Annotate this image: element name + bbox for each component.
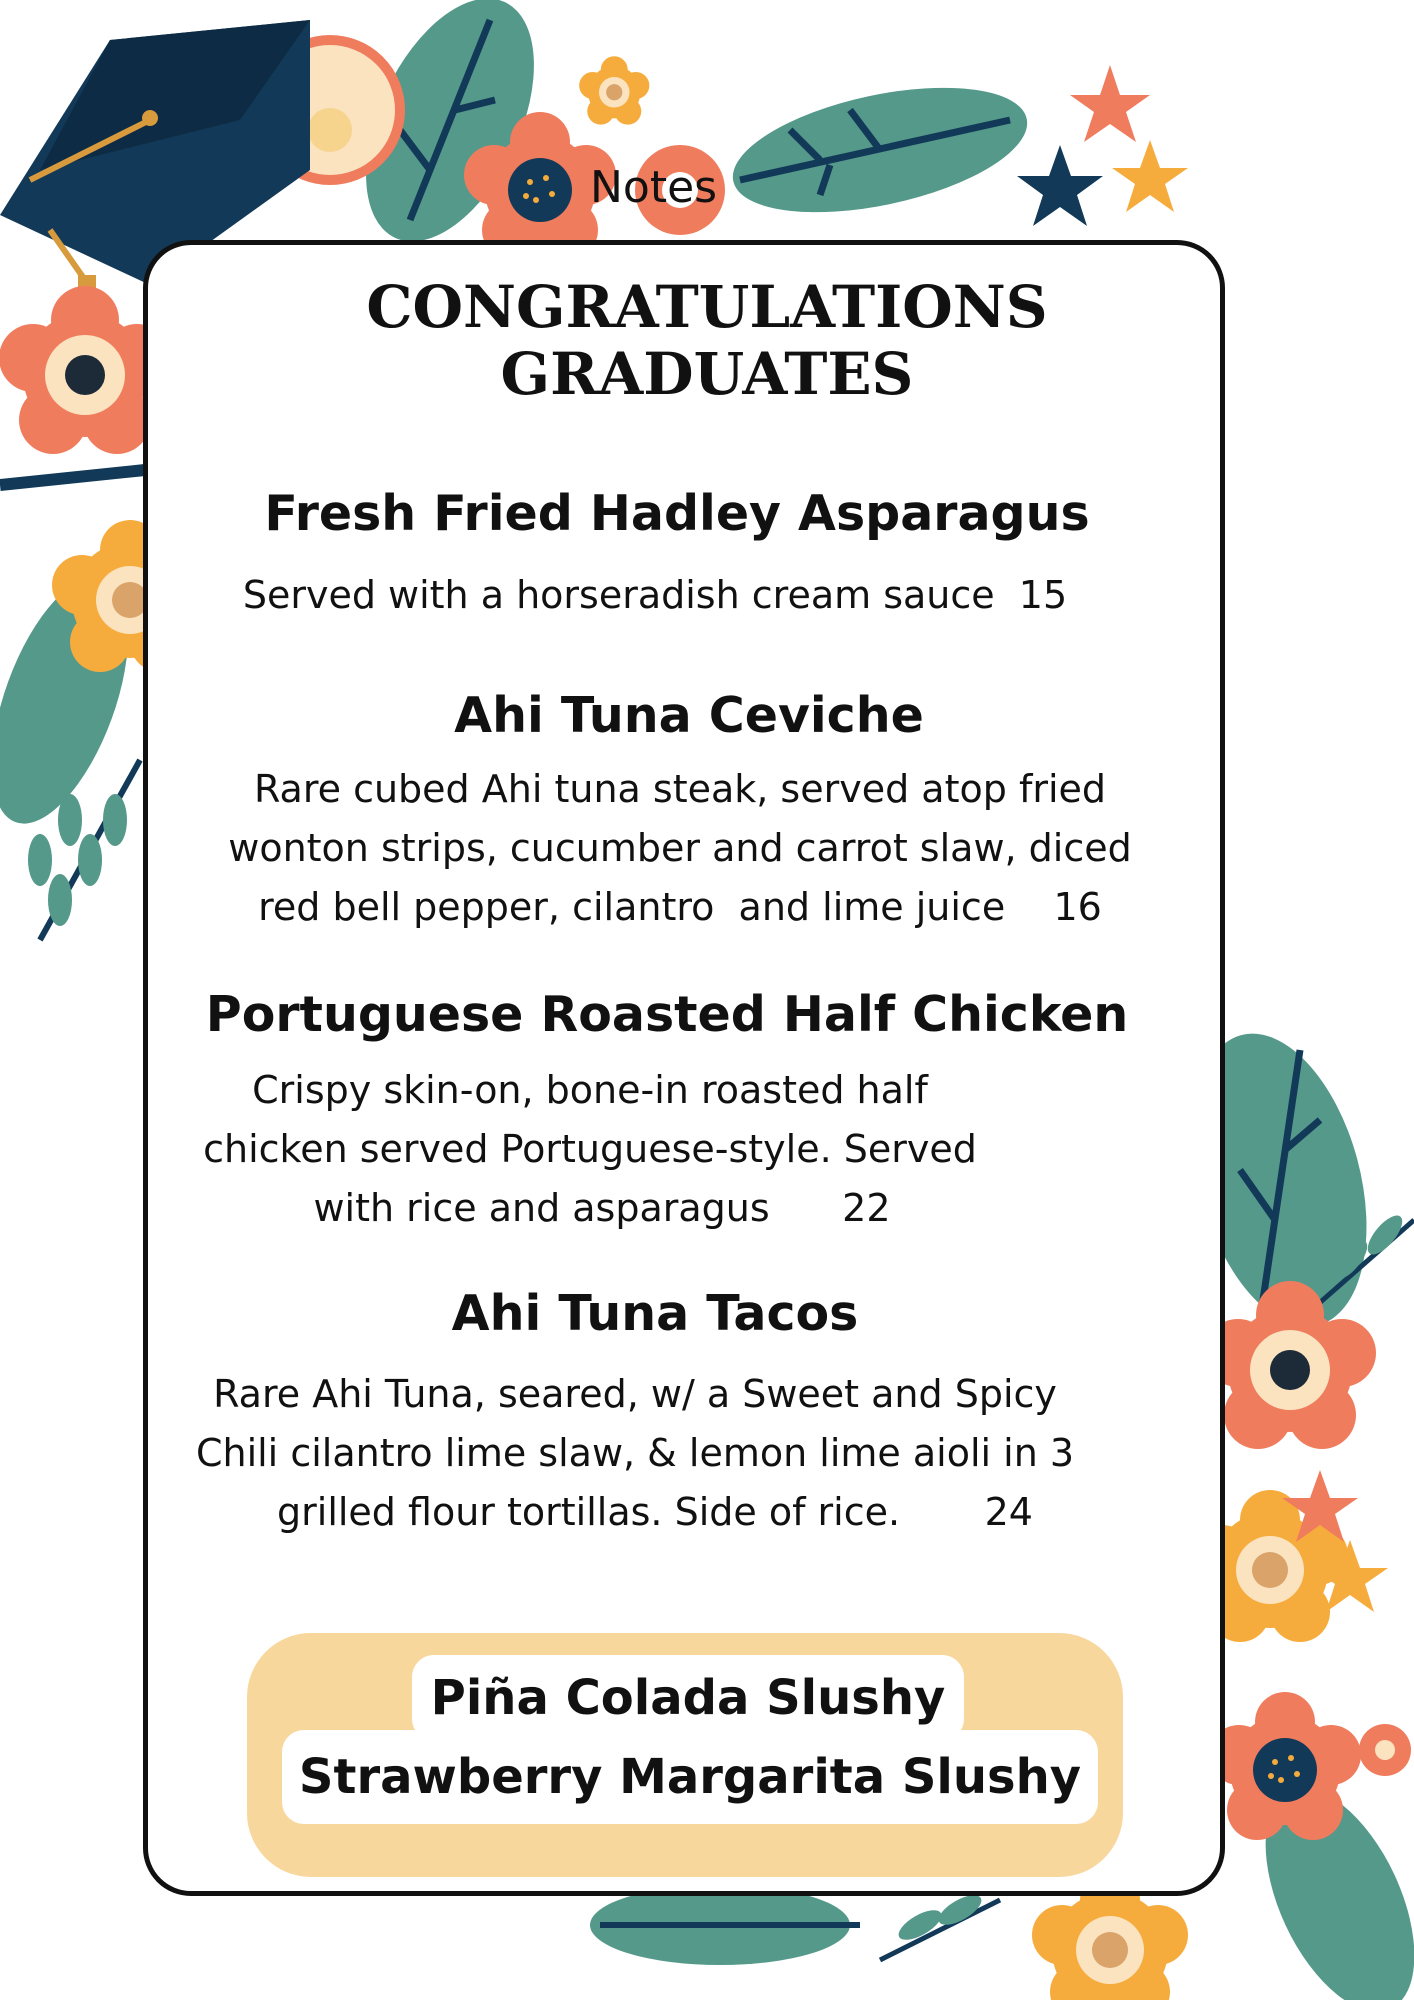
menu-item-name: Ahi Tuna Tacos xyxy=(451,1285,859,1342)
menu-item-description: Served with a horseradish cream sauce 15 xyxy=(242,573,1068,617)
drink-item: Strawberry Margarita Slushy xyxy=(282,1730,1098,1824)
flower-icon xyxy=(1209,1692,1361,1840)
title-line-1: CONGRATULATIONS xyxy=(366,273,1048,341)
menu-item-description: grilled flour tortillas. Side of rice. 24 xyxy=(277,1490,1033,1534)
title-line-2: GRADUATES xyxy=(500,340,914,408)
star-icon xyxy=(1070,65,1150,142)
menu-item-name: Ahi Tuna Ceviche xyxy=(454,687,924,744)
menu-item-description: Rare cubed Ahi tuna steak, served atop fried xyxy=(253,767,1106,811)
notes-label: Notes xyxy=(590,162,718,213)
star-icon xyxy=(1112,140,1188,212)
star-icon xyxy=(1017,145,1103,226)
menu-item-description: Rare Ahi Tuna, seared, w/ a Sweet and Spicy xyxy=(213,1372,1057,1416)
drink-item: Piña Colada Slushy xyxy=(412,1655,964,1741)
menu-item-description: with rice and asparagus 22 xyxy=(313,1186,891,1230)
menu-item-description: Crispy skin-on, bone-in roasted half xyxy=(252,1068,928,1112)
menu-item-name: Portuguese Roasted Half Chicken xyxy=(205,986,1129,1043)
menu-item-description: Chili cilantro lime slaw, & lemon lime aioli in 3 xyxy=(195,1431,1075,1475)
menu-item-name: Fresh Fried Hadley Asparagus xyxy=(264,485,1090,542)
menu-item-description: wonton strips, cucumber and carrot slaw, diced xyxy=(228,826,1132,870)
menu-item-description: chicken served Portuguese-style. Served xyxy=(203,1127,977,1171)
menu-item-description: red bell pepper, cilantro and lime juice 16 xyxy=(258,885,1102,929)
